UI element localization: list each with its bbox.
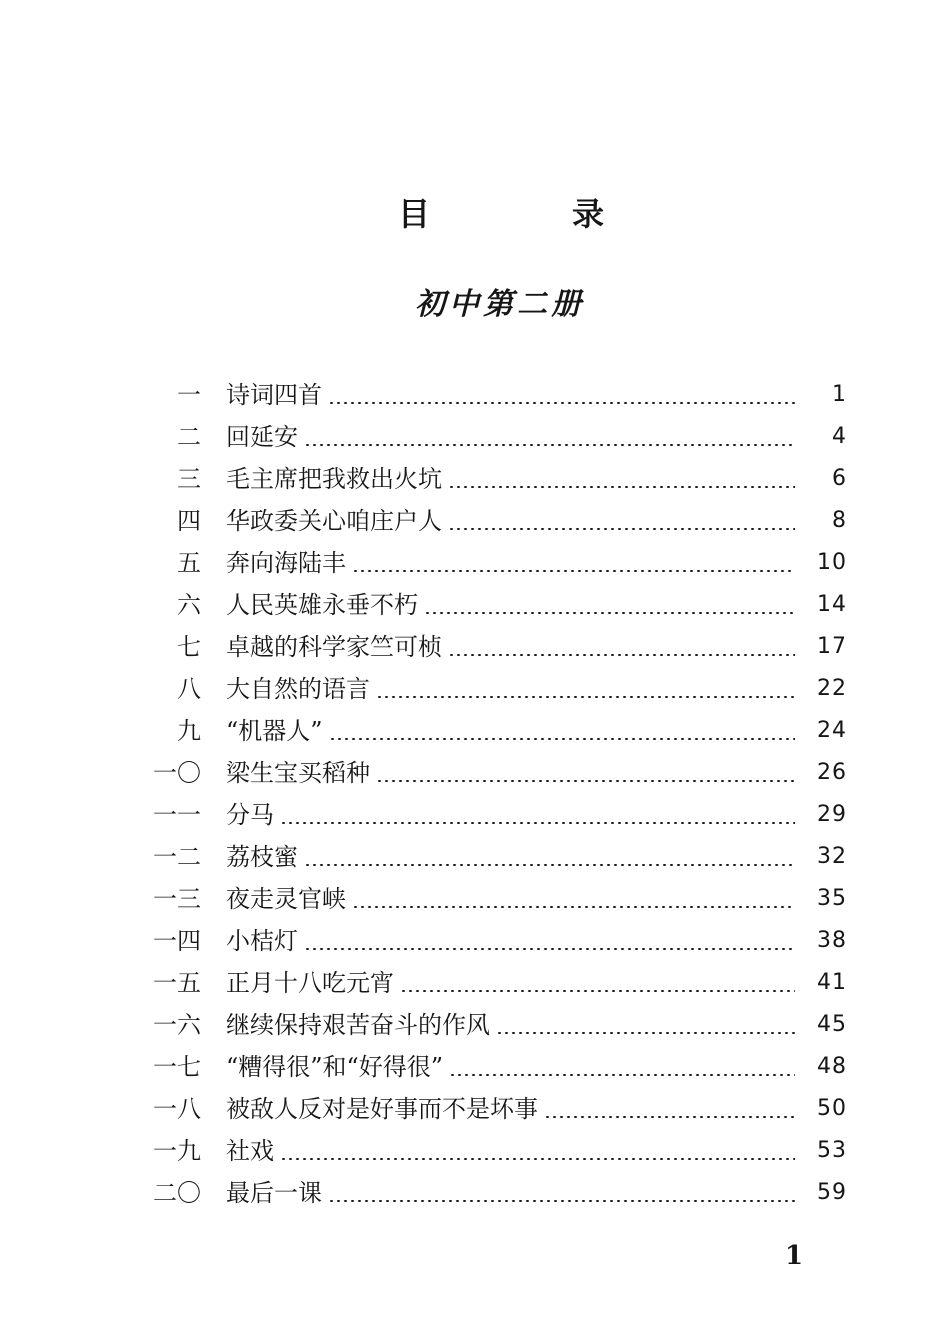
entry-title: 继续保持艰苦奋斗的作风 <box>226 1011 490 1039</box>
entry-title: 梁生宝买稻种 <box>226 759 370 787</box>
entry-number: 一一 <box>153 801 201 829</box>
dot-leader <box>304 864 795 866</box>
entry-page: 32 <box>817 844 847 869</box>
entry-number: 一六 <box>153 1011 201 1039</box>
toc-entry <box>0 374 950 416</box>
entry-number: 六 <box>177 591 201 619</box>
entry-page: 59 <box>817 1180 847 1205</box>
dot-leader <box>352 570 795 572</box>
entry-page: 50 <box>817 1096 847 1121</box>
toc-entry <box>0 1088 950 1130</box>
dot-leader <box>448 654 795 656</box>
entry-page: 29 <box>817 802 847 827</box>
entry-number: 一九 <box>153 1137 201 1165</box>
toc-entry <box>0 1130 950 1172</box>
toc-entry <box>0 500 950 542</box>
toc-entry <box>0 1046 950 1088</box>
entry-page: 8 <box>832 508 847 533</box>
dot-leader <box>424 612 795 614</box>
entry-number: 九 <box>177 717 201 745</box>
entry-title: 华政委关心咱庄户人 <box>226 507 442 535</box>
entry-title: 荔枝蜜 <box>226 843 298 871</box>
toc-entry <box>0 836 950 878</box>
entry-page: 53 <box>817 1138 847 1163</box>
dot-leader <box>400 990 795 992</box>
entry-page: 38 <box>817 928 847 953</box>
entry-title: 最后一课 <box>226 1179 322 1207</box>
toc-entry <box>0 794 950 836</box>
dot-leader <box>280 822 795 824</box>
toc-entry <box>0 668 950 710</box>
entry-title: 社戏 <box>226 1137 274 1165</box>
entry-page: 17 <box>817 634 847 659</box>
entry-title: 夜走灵官峡 <box>226 885 346 913</box>
dot-leader <box>448 528 795 530</box>
entry-page: 48 <box>817 1054 847 1079</box>
entry-title: 奔向海陆丰 <box>226 549 346 577</box>
entry-page: 14 <box>817 592 847 617</box>
entry-number: 二 <box>177 423 201 451</box>
toc-entry <box>0 542 950 584</box>
entry-title: 回延安 <box>226 423 298 451</box>
entry-page: 4 <box>832 424 847 449</box>
entry-title: “机器人” <box>226 717 323 745</box>
entry-page: 41 <box>817 970 847 995</box>
entry-title: 被敌人反对是好事而不是坏事 <box>226 1095 538 1123</box>
dot-leader <box>448 486 795 488</box>
page-number: 1 <box>785 1241 804 1271</box>
entry-title: 正月十八吃元宵 <box>226 969 394 997</box>
entry-number: 四 <box>177 507 201 535</box>
entry-number: 八 <box>177 675 201 703</box>
dot-leader <box>496 1032 795 1034</box>
entry-number: 一七 <box>153 1053 201 1081</box>
entry-page: 26 <box>817 760 847 785</box>
entry-page: 10 <box>817 550 847 575</box>
volume-subtitle: 初中第二册 <box>415 287 585 322</box>
entry-number: 七 <box>177 633 201 661</box>
entry-title: “糟得很”和“好得很” <box>226 1053 444 1081</box>
entry-title: 毛主席把我救出火坑 <box>226 465 442 493</box>
entry-number: 三 <box>177 465 201 493</box>
entry-number: 五 <box>177 549 201 577</box>
dot-leader <box>376 780 795 782</box>
toc-entry <box>0 920 950 962</box>
toc-entry <box>0 1172 950 1214</box>
entry-number: 一〇 <box>153 759 201 787</box>
toc-entry <box>0 962 950 1004</box>
entry-page: 35 <box>817 886 847 911</box>
toc-entry <box>0 752 950 794</box>
entry-page: 1 <box>832 382 847 407</box>
entry-number: 一八 <box>153 1095 201 1123</box>
dot-leader <box>449 1074 795 1076</box>
table-of-contents <box>0 374 950 1214</box>
entry-number: 一五 <box>153 969 201 997</box>
dot-leader <box>329 738 795 740</box>
entry-title: 小桔灯 <box>226 927 298 955</box>
entry-title: 人民英雄永垂不朽 <box>226 591 418 619</box>
entry-page: 6 <box>832 466 847 491</box>
entry-page: 45 <box>817 1012 847 1037</box>
entry-number: 一二 <box>153 843 201 871</box>
dot-leader <box>280 1158 795 1160</box>
dot-leader <box>328 1200 795 1202</box>
entry-number: 一 <box>177 381 201 409</box>
toc-entry <box>0 584 950 626</box>
contents-heading <box>0 190 950 240</box>
dot-leader <box>544 1116 795 1118</box>
toc-entry <box>0 458 950 500</box>
dot-leader <box>376 696 795 698</box>
dot-leader <box>304 948 795 950</box>
entry-title: 大自然的语言 <box>226 675 370 703</box>
dot-leader <box>352 906 795 908</box>
entry-number: 一三 <box>153 885 201 913</box>
contents-heading-right: 录 <box>572 195 605 233</box>
toc-entry <box>0 878 950 920</box>
toc-entry <box>0 416 950 458</box>
entry-page: 24 <box>817 718 847 743</box>
entry-number: 二〇 <box>153 1179 201 1207</box>
toc-entry <box>0 710 950 752</box>
toc-entry <box>0 1004 950 1046</box>
toc-entry <box>0 626 950 668</box>
dot-leader <box>304 444 795 446</box>
entry-title: 诗词四首 <box>226 381 322 409</box>
entry-title: 分马 <box>226 801 274 829</box>
dot-leader <box>328 402 795 404</box>
entry-title: 卓越的科学家竺可桢 <box>226 633 442 661</box>
entry-number: 一四 <box>153 927 201 955</box>
contents-heading-left: 目 <box>398 195 431 233</box>
entry-page: 22 <box>817 676 847 701</box>
